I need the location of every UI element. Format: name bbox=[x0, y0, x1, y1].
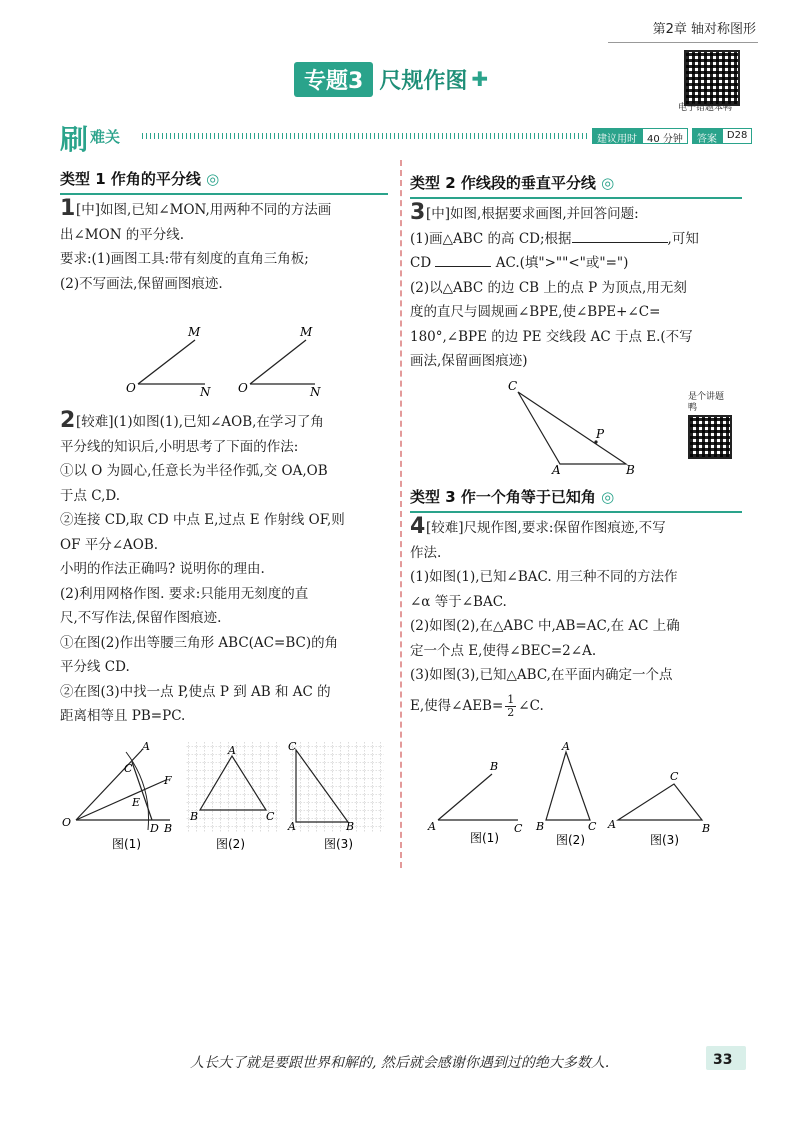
q1-number: 1 bbox=[60, 196, 76, 221]
label-n-2: N bbox=[310, 385, 321, 399]
topic-title bbox=[294, 62, 488, 96]
svg-text:A: A bbox=[562, 740, 570, 753]
q2-line-4: ②连接 CD,取 CD 中点 E,过点 E 作射线 OF,则 bbox=[60, 512, 345, 528]
footer-quote: 人长大了就是要跟世界和解的, 然后就会感谢你遇到过的绝大多数人. bbox=[190, 1055, 610, 1071]
svg-text:A: A bbox=[428, 820, 436, 833]
svg-text:B: B bbox=[164, 822, 173, 835]
qr-caption: 电子错题本鸭 bbox=[678, 103, 733, 113]
time-label: 建议用时 bbox=[592, 128, 642, 144]
svg-text:O: O bbox=[62, 816, 72, 829]
q1-line-2: 要求:(1)画图工具:带有刻度的直角三角板; bbox=[60, 251, 309, 267]
type1-underline bbox=[60, 193, 388, 195]
q2-line-8: 尺,不写作法,保留作图痕迹. bbox=[60, 610, 222, 626]
q1-line-1: 出∠MON 的平分线. bbox=[60, 226, 185, 243]
q4-frac-num: 1 bbox=[507, 692, 515, 706]
question-3 bbox=[410, 202, 745, 374]
q4-line-2: (1)如图(1),已知∠BAC. 用三种不同的方法作 bbox=[410, 569, 678, 585]
label-o-1: O bbox=[126, 381, 136, 395]
section-mark: 刷 bbox=[60, 123, 89, 156]
section-name: 难关 bbox=[90, 128, 121, 146]
q2-line-11: ②在图(3)中找一点 P,使点 P 到 AB 和 AC 的 bbox=[60, 683, 331, 700]
q1-line-3: (2)不写画法,保留画图痕迹. bbox=[60, 275, 223, 292]
q4-line-1: 作法. bbox=[410, 544, 442, 561]
answer-page: D28 bbox=[722, 128, 752, 144]
type2-underline bbox=[410, 197, 742, 199]
q2-line-1: 平分线的知识后,小明思考了下面的作法: bbox=[60, 438, 299, 455]
svg-text:B: B bbox=[536, 820, 545, 833]
q3-rest-1: 度的直尺与圆规画∠BPE,使∠BPE+∠C= bbox=[410, 304, 661, 320]
svg-text:A: A bbox=[288, 820, 296, 833]
compass-icon: ◎ bbox=[601, 174, 615, 192]
compass-icon: ◎ bbox=[206, 170, 220, 188]
type2-heading bbox=[410, 172, 742, 199]
small-qr-caption: 是个讲题鸭 bbox=[688, 392, 725, 413]
svg-text:C: C bbox=[670, 770, 679, 783]
q2-line-6: 小明的作法正确吗? 说明你的理由. bbox=[60, 561, 265, 577]
label-o-2: O bbox=[238, 381, 248, 395]
q3-line-3 bbox=[410, 251, 745, 276]
label-m-2: M bbox=[300, 325, 313, 339]
svg-text:A: A bbox=[552, 463, 561, 477]
q4-line-4: (2)如图(2),在△ABC 中,AB=AC,在 AC 上确 bbox=[410, 618, 680, 634]
q4-line-3: ∠α 等于∠BAC. bbox=[410, 593, 507, 610]
q4-last-suffix: ∠C. bbox=[518, 697, 544, 714]
q3-line-1: [中]如图,根据要求画图,并回答问题: bbox=[426, 206, 639, 222]
type3-underline bbox=[410, 511, 742, 513]
type3-title: 类型 3 作一个角等于已知角 bbox=[410, 488, 596, 506]
question-4 bbox=[410, 516, 745, 719]
q3-line-2 bbox=[410, 227, 745, 252]
question-2 bbox=[60, 410, 390, 729]
q2-fig3-caption: 图(3) bbox=[324, 837, 353, 851]
svg-text:B: B bbox=[626, 463, 635, 477]
q4-fig3-caption: 图(3) bbox=[650, 833, 679, 847]
q2-line-5: OF 平分∠AOB. bbox=[60, 536, 159, 553]
q3-line-3b: AC.(填">""<"或"=") bbox=[495, 255, 629, 271]
qr-code-icon[interactable] bbox=[684, 50, 740, 106]
svg-text:B: B bbox=[702, 822, 711, 835]
q2-number: 2 bbox=[60, 408, 76, 433]
q2-line-10: 平分线 CD. bbox=[60, 659, 130, 675]
q4-line-6: (3)如图(3),已知△ABC,在平面内确定一个点 bbox=[410, 667, 673, 683]
topic-name: 尺规作图 bbox=[379, 68, 468, 94]
type1-heading bbox=[60, 168, 388, 195]
answer-label: 答案 bbox=[692, 128, 722, 144]
q4-figures bbox=[420, 738, 720, 854]
q2-fig2-caption: 图(2) bbox=[216, 837, 245, 851]
q3-line-2a: (1)画△ABC 的高 CD;根据 bbox=[410, 230, 572, 247]
q2-line-3: 于点 C,D. bbox=[60, 487, 121, 504]
q2-line-7: (2)利用网格作图. 要求:只能用无刻度的直 bbox=[60, 585, 309, 602]
label-m-1: M bbox=[188, 325, 201, 339]
puzzle-icon: ✚ bbox=[471, 67, 489, 91]
type2-title: 类型 2 作线段的垂直平分线 bbox=[410, 174, 596, 192]
svg-text:C: C bbox=[508, 379, 518, 393]
q4-frac-den: 2 bbox=[507, 705, 515, 719]
q2-line-9: ①在图(2)作出等腰三角形 ABC(AC=BC)的角 bbox=[60, 634, 339, 651]
svg-text:A: A bbox=[608, 818, 616, 831]
topic-label: 专题3 bbox=[294, 62, 373, 97]
q3-line-3a: CD bbox=[410, 255, 432, 271]
label-n-1: N bbox=[200, 385, 211, 399]
svg-text:B: B bbox=[190, 810, 199, 823]
q4-line-0: [较难]尺规作图,要求:保留作图痕迹,不写 bbox=[426, 520, 666, 536]
q3-rest-2: 180°,∠BPE 的边 PE 交线段 AC 于点 E.(不写 bbox=[410, 328, 693, 345]
q2-fig1-caption: 图(1) bbox=[112, 837, 141, 851]
svg-text:B: B bbox=[346, 820, 355, 833]
q3-figure bbox=[500, 378, 650, 478]
svg-text:P: P bbox=[596, 427, 605, 441]
section-band bbox=[142, 133, 588, 139]
q2-line-0: [较难](1)如图(1),已知∠AOB,在学习了角 bbox=[76, 414, 324, 430]
page-number: 33 bbox=[713, 1052, 733, 1068]
q3-blank-2[interactable] bbox=[435, 252, 491, 267]
q4-fig1-caption: 图(1) bbox=[470, 831, 499, 845]
question-1 bbox=[60, 198, 390, 296]
type1-title: 类型 1 作角的平分线 bbox=[60, 170, 201, 188]
svg-text:D: D bbox=[150, 822, 159, 835]
q3-number: 3 bbox=[410, 200, 426, 225]
q2-line-2: ①以 O 为圆心,任意长为半径作弧,交 OA,OB bbox=[60, 463, 328, 479]
svg-text:A: A bbox=[142, 740, 150, 753]
q3-line-2b: ,可知 bbox=[667, 230, 699, 247]
q4-fig2-caption: 图(2) bbox=[556, 833, 585, 847]
svg-text:C: C bbox=[288, 740, 297, 753]
svg-text:C: C bbox=[588, 820, 597, 833]
q4-last-prefix: E,使得∠AEB= bbox=[410, 697, 504, 714]
q1-line-0: [中]如图,已知∠MON,用两种不同的方法画 bbox=[76, 202, 332, 218]
q4-line-5: 定一个点 E,使得∠BEC=2∠A. bbox=[410, 642, 597, 659]
qr-code-icon[interactable] bbox=[688, 415, 732, 459]
column-divider bbox=[400, 160, 402, 868]
svg-text:F: F bbox=[164, 774, 172, 787]
q2-figures bbox=[60, 738, 395, 854]
svg-text:E: E bbox=[132, 796, 141, 809]
q1-figure bbox=[110, 322, 340, 402]
svg-text:B: B bbox=[490, 760, 499, 773]
q4-line-7 bbox=[410, 694, 745, 719]
svg-text:C: C bbox=[266, 810, 275, 823]
svg-text:C: C bbox=[124, 762, 133, 775]
q2-line-12: 距离相等且 PB=PC. bbox=[60, 708, 186, 724]
chapter-header: 第2章 轴对称图形 bbox=[652, 22, 756, 37]
header-rule bbox=[608, 42, 758, 43]
svg-text:A: A bbox=[228, 744, 236, 757]
q3-blank-1[interactable] bbox=[572, 228, 668, 243]
type3-heading bbox=[410, 486, 742, 513]
q3-rest-3: 画法,保留画图痕迹) bbox=[410, 353, 528, 369]
q4-number: 4 bbox=[410, 514, 426, 539]
time-value: 40 分钟 bbox=[642, 128, 688, 144]
q4-fraction bbox=[505, 694, 516, 719]
time-box bbox=[592, 128, 752, 144]
svg-text:C: C bbox=[514, 822, 523, 835]
compass-icon: ◎ bbox=[601, 488, 615, 506]
q3-rest-0: (2)以△ABC 的边 CB 上的点 P 为顶点,用无刻 bbox=[410, 279, 687, 296]
